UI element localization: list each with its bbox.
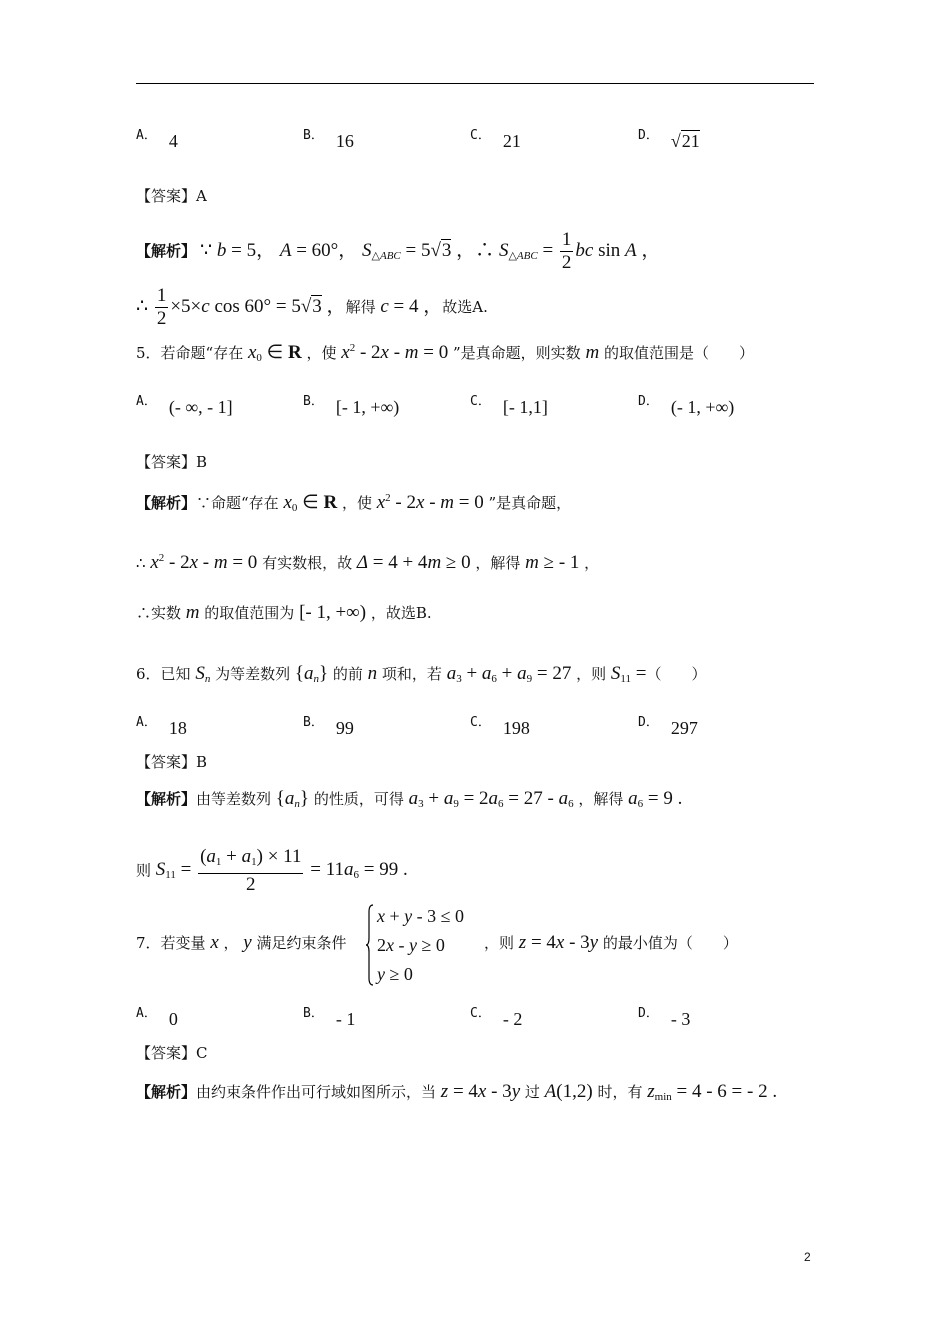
q6-analysis-line1: 【解析】由等差数列 $\{a_n\}$ 的性质，可得 $a_3 + a_9 = 2a_6 = 27 - a_6$ ，解得 $a_6 = 9$ . <box>136 788 683 810</box>
q6-option-d: $^{D.}$ 297 <box>638 715 698 738</box>
q5-analysis-line2: ∴ $x^2 - 2x - m = 0$ 有实数根，故 Δ = 4 + 4m ≥ 0 ，解得 m ≥ - 1 ， <box>136 552 600 573</box>
q7-option-b: $^{B.}$ - 1 <box>303 1006 356 1029</box>
q5-option-a: $^{A.}$ (- ∞, - 1] <box>136 394 233 417</box>
q7-answer: 【答案】C <box>136 1044 208 1062</box>
q5-answer: 【答案】B <box>136 453 208 471</box>
q7-analysis-line1: 【解析】由约束条件作出可行域如图所示，当 z = 4x - 3y 过 A(1,2) 时，有 $z_{min} = 4 - 6$ = - 2 . <box>136 1081 778 1103</box>
q4-option-a: $^{A.}$ 4 <box>136 128 178 151</box>
q6-stem: 6．已知 $S_n$ 为等差数列 $\{a_n\}$ 的前 n 项和，若 $a_3 + a_6 + a_9 = 27$ ，则 $S_{11}$ =（ ） <box>136 663 707 685</box>
q7-option-a: $^{A.}$ 0 <box>136 1006 178 1029</box>
q7-stem-tail: ，则 z = 4x - 3y 的最小值为（ ） <box>484 932 738 953</box>
q4-option-d: $^{D.}$ √21 <box>638 128 700 151</box>
q5-option-b: $^{B.}$ [- 1, +∞) <box>303 394 400 417</box>
q6-answer: 【答案】B <box>136 753 208 771</box>
q7-constraint-1: x + y - 3 ≤ 0 <box>377 906 465 926</box>
q4-analysis-line1: 【解析】 ∵ b = 5， A = 60°， $S_{\triangle ABC} = 5√3$ ，∴ $S_{\triangle ABC}$ = $\frac{1}{2}$ bc sin A ， <box>136 229 661 273</box>
header-rule <box>136 83 814 84</box>
q7-option-c: $^{C.}$ - 2 <box>470 1006 523 1029</box>
q7-stem: 7．若变量 x ， y 满足约束条件 <box>136 932 347 953</box>
q5-analysis-line1: 【解析】∵命题“存在 $x_0$ ∈ R ，使 $x^2 - 2x - m = 0$ ”是真命题， <box>136 492 572 514</box>
q7-constraint-3: y ≥ 0 <box>377 964 413 984</box>
q4-answer: 【答案】A <box>136 187 207 205</box>
page-number: 2 <box>804 1250 811 1264</box>
q7-option-d: $^{D.}$ - 3 <box>638 1006 691 1029</box>
q6-option-c: $^{C.}$ 198 <box>470 715 530 738</box>
q5-option-c: $^{C.}$ [- 1,1] <box>470 394 548 417</box>
q4-option-b: $^{B.}$ 16 <box>303 128 354 151</box>
q5-option-d: $^{D.}$ (- 1, +∞) <box>638 394 735 417</box>
q7-constraint-2: 2x - y ≥ 0 <box>377 935 445 955</box>
q5-stem: 5．若命题“存在 $x_0$ ∈ R ，使 $x^2 - 2x - m = 0$ ”是真命题，则实数 m 的取值范围是（ ） <box>136 342 754 364</box>
q4-analysis-line2: ∴ $\frac{1}{2}$ ×5×c cos 60° = 5√3 ，解得 c = 4 ，故选A. <box>136 285 488 329</box>
q7-constraint-system <box>367 902 464 989</box>
q6-analysis-line2: 则 $S_{11}$ = $\frac{(a_1 + a_1) \times 11}{2}$ = $11a_6 = 99$ . <box>136 846 408 895</box>
q6-option-b: $^{B.}$ 99 <box>303 715 354 738</box>
q4-option-c: $^{C.}$ 21 <box>470 128 521 151</box>
q5-analysis-line3: ∴实数 m 的取值范围为 [- 1, +∞) ，故选B. <box>136 602 432 623</box>
q6-option-a: $^{A.}$ 18 <box>136 715 187 738</box>
